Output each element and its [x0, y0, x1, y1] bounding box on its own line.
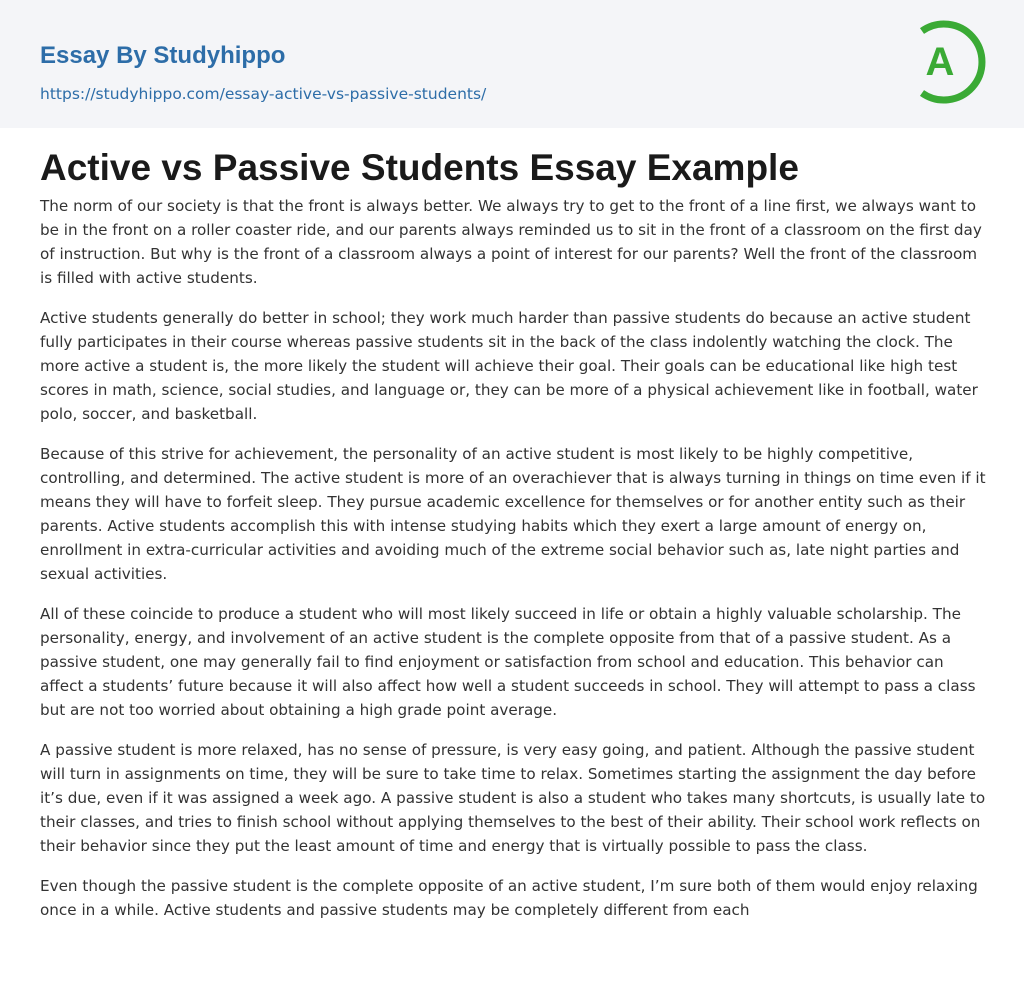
paragraph: All of these coincide to produce a student who will most likely succeed in life or obtain a highly valuable scholarship. The personality, energy, and involvement of an active student is the complete opposite from that of a passive student. As a passive student, one may generally fail to find enjoyment or satisfaction from school and education. This behavior can affect a students’ future because it will also affect how well a student succeeds in school. They will attempt to pass a class but are not too worried about obtaining a high grade point average.: [40, 605, 976, 719]
paragraph: The norm of our society is that the front is always better. We always try to get to the front of a line first, we always want to be in the front on a roller coaster ride, and our parents always reminded us to sit in the front of a classroom on the first day of instruction. But why is the front of a classroom always a point of interest for our parents? Well the front of the classroom is filled with active students.: [40, 197, 982, 287]
paragraph: Even though the passive student is the complete opposite of an active student, I’m sure both of them would enjoy relaxing once in a while. Active students and passive students may be completely different from each: [40, 877, 978, 919]
brand-title[interactable]: Essay By Studyhippo: [40, 42, 286, 69]
paragraph: Because of this strive for achievement, the personality of an active student is most likely to be highly competitive, controlling, and determined. The active student is more of an overachiever that is always turning in things on time even if it means they will have to forfeit sleep. They pursue academic excellence for themselves or for another entity such as their parents. Active students accomplish this with intense studying habits which they exert a large amount of energy on, enrollment in extra-curricular activities and avoiding much of the extreme social behavior such as, late night parties and sexual activities.: [40, 445, 986, 583]
page-title: Active vs Passive Students Essay Example: [40, 147, 799, 188]
essay-body: [40, 194, 988, 938]
logo-icon: [908, 18, 988, 106]
page-url-link[interactable]: https://studyhippo.com/essay-active-vs-passive-students/: [40, 85, 487, 103]
logo-letter: A: [925, 40, 955, 84]
paragraph: A passive student is more relaxed, has no sense of pressure, is very easy going, and patient. Although the passive student will turn in assignments on time, they will be sure to take time to relax. Sometimes starting the assignment the day before it’s due, even if it was assigned a week ago. A passive student is also a student who takes many shortcuts, is usually late to their classes, and tries to finish school without applying themselves to the best of their ability. Their school work reflects on their behavior since they put the least amount of time and energy that is virtually possible to pass the class.: [40, 741, 986, 855]
paragraph: Active students generally do better in school; they work much harder than passive students do because an active student fully participates in their course whereas passive students sit in the back of the class indolently watching the clock. The more active a student is, the more likely the student will achieve their goal. Their goals can be educational like high test scores in math, science, social studies, and language or, they can be more of a physical achievement like in football, water polo, soccer, and basketball.: [40, 309, 978, 423]
logo[interactable]: [908, 18, 988, 106]
